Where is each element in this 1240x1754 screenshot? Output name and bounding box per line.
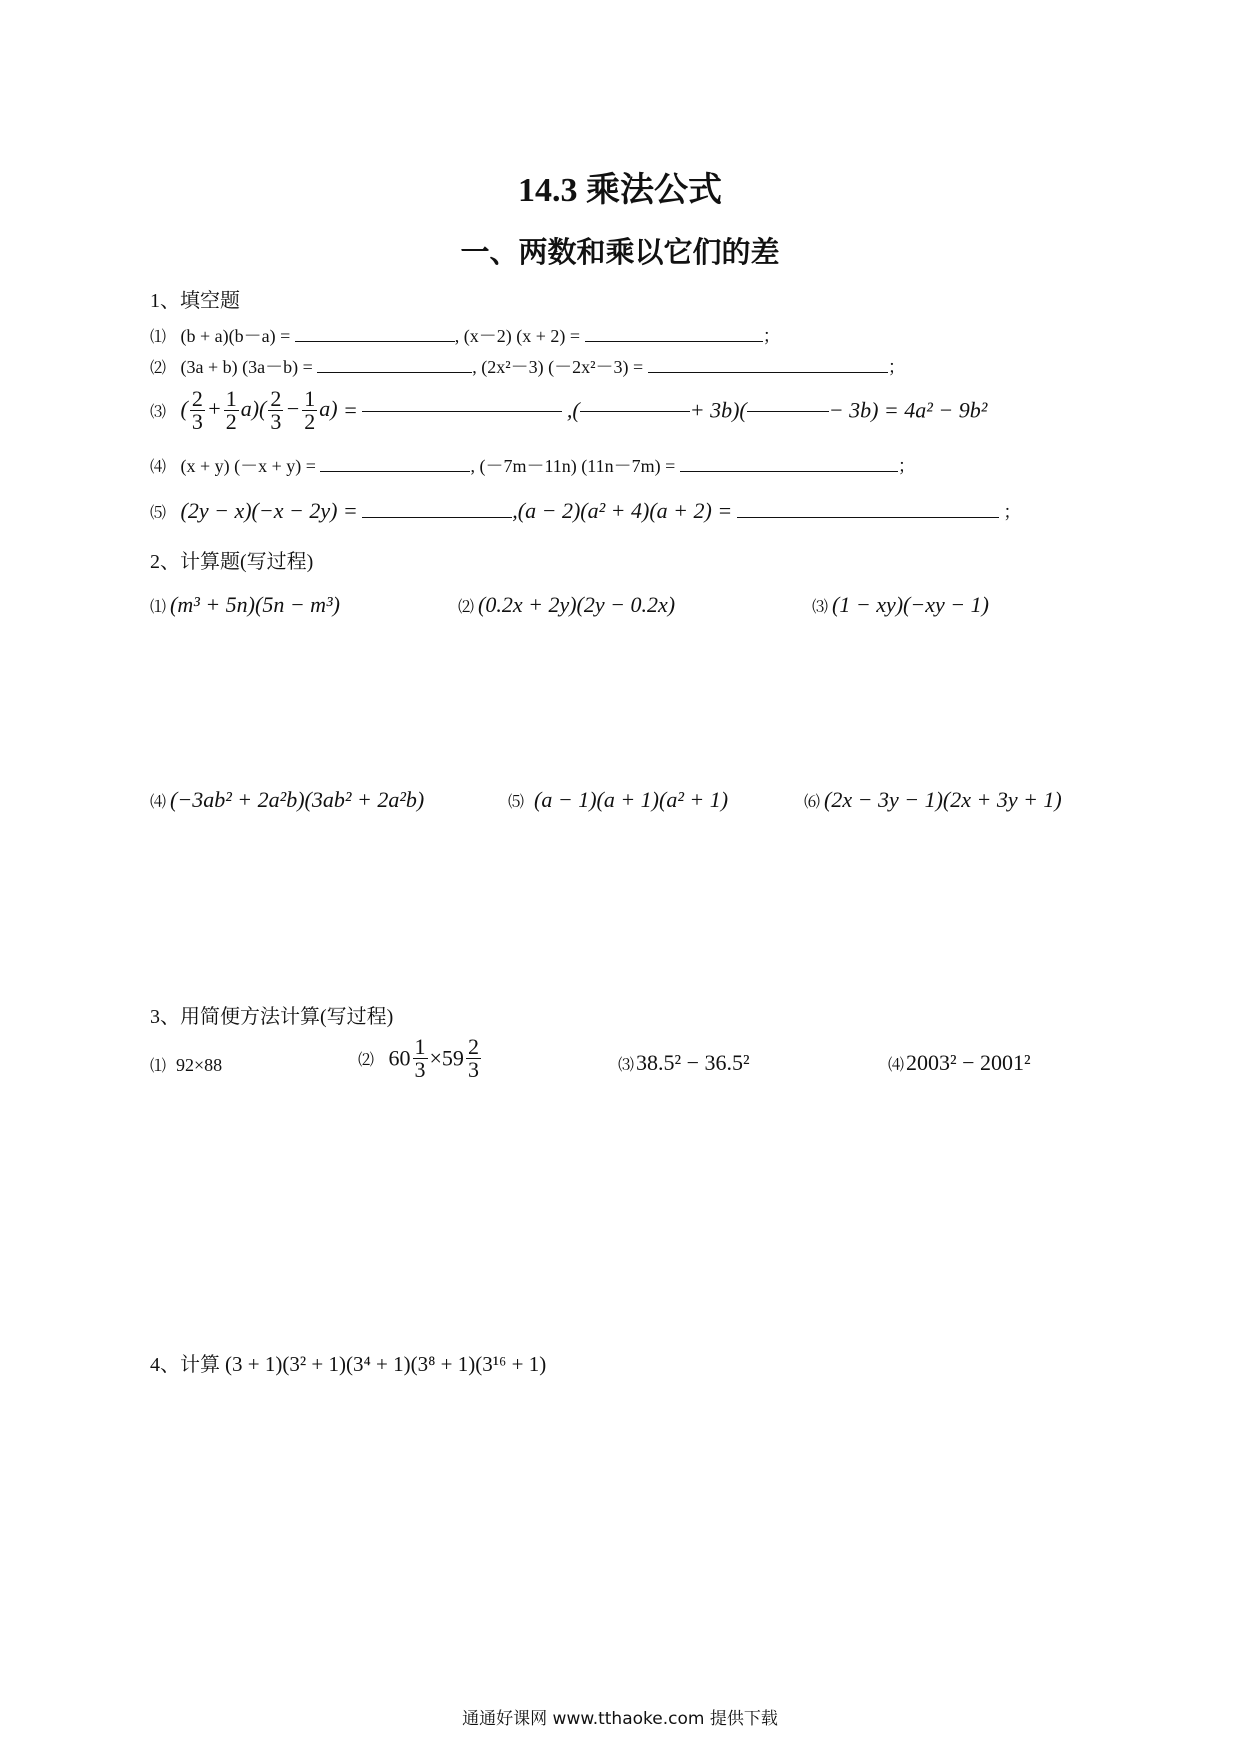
separator: , <box>512 498 518 523</box>
question-number: ⑶ <box>812 599 829 616</box>
question-number: ⑷ <box>888 1057 905 1074</box>
fraction: $\frac{1}{2}$ <box>225 386 237 434</box>
question-math: (0.2x + 2y)(2y − 0.2x) <box>478 592 676 617</box>
question-math: (3 + 1)(3² + 1)(3⁴ + 1)(3⁸ + 1)(3¹⁶ + 1) <box>225 1352 547 1376</box>
question-math: 92×88 <box>176 1055 223 1075</box>
calc-problem-1 <box>150 592 340 618</box>
answer-blank[interactable] <box>362 410 562 412</box>
question-number: ⑹ <box>804 794 821 811</box>
answer-blank[interactable] <box>580 410 690 412</box>
question-number: ⑴ <box>150 1058 167 1075</box>
question-math: (1 − xy)(−xy − 1) <box>832 592 989 617</box>
question-number: ⑷ <box>150 794 167 811</box>
equals-sign: = <box>343 397 358 423</box>
separator: ； <box>897 456 916 476</box>
question-math: − 3b) = 4a² − 9b² <box>828 397 988 423</box>
separator: ； <box>762 326 781 346</box>
fraction: $\frac{2}{3}$ <box>191 386 203 434</box>
question-number: ⑵ <box>150 360 167 377</box>
question-number: ⑸ <box>150 505 167 522</box>
answer-blank[interactable] <box>737 516 999 518</box>
question-math: ( $\frac{2}{3}$ + $\frac{1}{2}$ a)( $\frac{2}{3}$ − $\frac{1}{2}$ a) <box>180 386 344 434</box>
fill-question-3 <box>150 388 987 444</box>
question-math: (a − 2)(a² + 4)(a + 2) = <box>517 498 733 523</box>
page-title: 14.3 乘法公式 <box>518 172 722 209</box>
section-4 <box>150 1348 546 1377</box>
separator: ； <box>1003 502 1022 522</box>
section-1-heading: 1、填空题 <box>150 290 240 312</box>
answer-blank[interactable] <box>295 340 455 342</box>
section-4-heading: 4、计算 <box>150 1354 220 1376</box>
fill-question-1 <box>150 322 781 348</box>
calc-problem-4 <box>150 787 424 813</box>
answer-blank[interactable] <box>747 410 829 412</box>
question-math: 2003² − 2001² <box>906 1050 1031 1075</box>
separator: , <box>470 456 475 476</box>
question-text: (3a + b) (3a－b) = <box>180 357 313 377</box>
question-math: 38.5² − 36.5² <box>636 1050 750 1075</box>
fill-question-2 <box>150 353 906 379</box>
answer-blank[interactable] <box>362 516 512 518</box>
section-2-heading: 2、计算题(写过程) <box>150 551 314 573</box>
question-number: ⑵ <box>458 599 475 616</box>
question-number: ⑵ <box>358 1052 375 1069</box>
question-number: ⑴ <box>150 599 167 616</box>
fraction: $\frac{2}{3}$ <box>270 386 282 434</box>
question-math: (a − 1)(a + 1)(a² + 1) <box>534 787 729 812</box>
calc-problem-2 <box>458 592 675 618</box>
simple-calc-4 <box>888 1050 1031 1076</box>
separator: ,( <box>566 397 580 423</box>
calc-problem-5 <box>508 787 728 813</box>
question-number: ⑴ <box>150 329 167 346</box>
question-text: (－7m－11n) (11n－7m) = <box>479 456 676 476</box>
question-text: (2x²－3) (－2x²－3) = <box>481 357 644 377</box>
answer-blank[interactable] <box>317 371 472 373</box>
fraction: $\frac{1}{2}$ <box>304 386 316 434</box>
question-number: ⑷ <box>150 459 167 476</box>
separator: , <box>454 326 460 346</box>
simple-calc-3 <box>618 1050 750 1076</box>
fill-question-4 <box>150 452 916 478</box>
calc-problem-3 <box>812 592 989 618</box>
separator: , <box>472 357 477 377</box>
times-term: ×59 <box>429 1045 464 1071</box>
section-subtitle: 一、两数和乘以它们的差 <box>460 237 780 269</box>
fraction: $\frac{2}{3}$ <box>467 1034 479 1082</box>
answer-blank[interactable] <box>648 371 888 373</box>
simple-calc-1 <box>150 1053 222 1076</box>
question-math: (2y − x)(−x − 2y) = <box>180 498 358 523</box>
question-number: ⑶ <box>618 1057 635 1074</box>
question-text: (b + a)(b－a) = <box>180 326 291 346</box>
question-math: + 3b)( <box>689 397 747 423</box>
section-3-heading: 3、用简便方法计算(写过程) <box>150 1006 394 1028</box>
mixed-number-whole: 60 <box>388 1045 411 1071</box>
question-text: (x + y) (－x + y) = <box>180 456 316 476</box>
question-math: (−3ab² + 2a²b)(3ab² + 2a²b) <box>170 787 425 812</box>
simple-calc-2 <box>358 1036 483 1096</box>
footer-credit: 通通好课网 www.tthaoke.com 提供下载 <box>462 1709 778 1729</box>
separator: ； <box>887 357 906 377</box>
question-math: (2x − 3y − 1)(2x + 3y + 1) <box>824 787 1062 812</box>
calc-problem-6 <box>804 787 1062 813</box>
question-number: ⑸ <box>508 794 525 811</box>
answer-blank[interactable] <box>585 340 763 342</box>
answer-blank[interactable] <box>680 470 898 472</box>
question-text: (x－2) (x + 2) = <box>463 326 581 346</box>
question-number: ⑶ <box>150 404 167 421</box>
fraction: $\frac{1}{3}$ <box>414 1034 426 1082</box>
answer-blank[interactable] <box>320 470 470 472</box>
fill-question-5 <box>150 498 1021 524</box>
question-math: (m³ + 5n)(5n − m³) <box>170 592 340 617</box>
